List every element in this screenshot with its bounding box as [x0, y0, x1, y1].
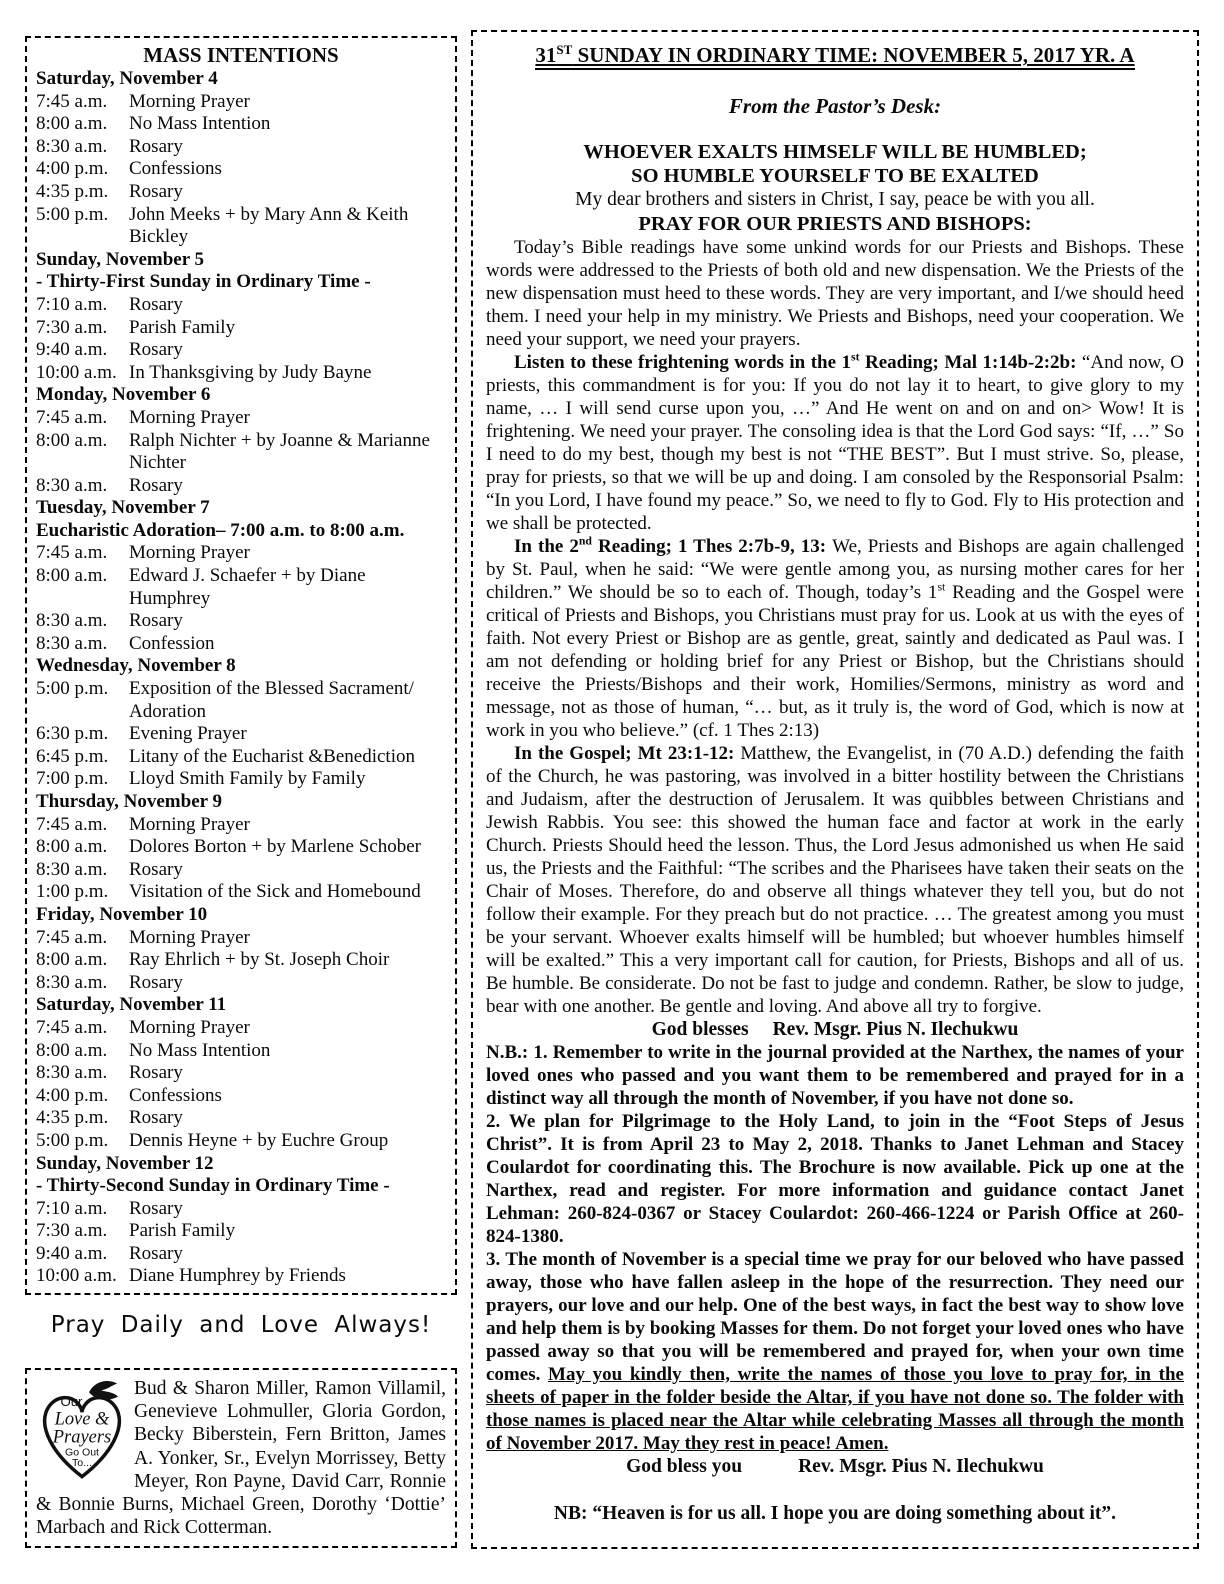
- mass-intentions-day-header: Sunday, November 12: [36, 1152, 214, 1174]
- mass-intentions-day-header: - Thirty-Second Sunday in Ordinary Time -: [36, 1175, 390, 1197]
- mass-intention-desc: Rosary: [129, 610, 183, 632]
- signature-line-1: God blesses Rev. Msgr. Pius N. Ilechukwu: [651, 1019, 1019, 1040]
- logo-line-goout: Go Out: [65, 1446, 99, 1459]
- text-run: We, Priests and Bishops are again challenged by St. Paul, when he said: “We were gentle among you, as nursing mother cares for her children.” We should be so to each of. Though, today’s 1: [486, 536, 1185, 603]
- mass-intention-desc: Rosary: [129, 858, 183, 880]
- mass-intention-row: [36, 746, 446, 769]
- mass-intention-row: [36, 565, 446, 610]
- mass-intention-time: 7:45 a.m.: [36, 1016, 108, 1038]
- text-run: Reading; Mal 1:14b-2:2b:: [859, 352, 1082, 373]
- greeting-line: My dear brothers and sisters in Christ, I say, peace be with you all.: [575, 189, 1095, 210]
- headline-1: WHOEVER EXALTS HIMSELF WILL BE HUMBLED;: [583, 141, 1087, 163]
- mass-intention-time: 6:45 p.m.: [36, 745, 109, 767]
- mass-intention-desc: No Mass Intention: [129, 1039, 271, 1061]
- mass-intention-desc: Rosary: [129, 339, 183, 361]
- mass-intention-time: 8:30 a.m.: [36, 474, 108, 496]
- mass-intention-time: 8:00 a.m.: [36, 1039, 108, 1061]
- mass-intention-desc: Litany of the Eucharist &Benediction: [129, 745, 415, 767]
- pastor-paragraph: [486, 236, 1184, 351]
- pastor-paragraph: [486, 535, 1184, 742]
- mass-intention-time: 8:30 a.m.: [36, 858, 108, 880]
- mass-intention-time: 10:00 a.m.: [36, 361, 117, 383]
- text-run: In the Gospel; Mt 23:1-12:: [514, 743, 741, 764]
- mass-intention-row: [36, 949, 446, 972]
- mass-intention-row: [36, 430, 446, 475]
- mass-intentions-day-header: Saturday, November 4: [36, 68, 218, 89]
- mass-intention-row: [36, 1243, 446, 1266]
- mass-intention-row: [36, 1130, 446, 1153]
- mass-intention-time: 7:45 a.m.: [36, 926, 108, 948]
- mass-intention-desc: Rosary: [129, 1242, 183, 1264]
- mass-intentions-day-header: Saturday, November 11: [36, 994, 227, 1016]
- mass-intention-time: 4:35 p.m.: [36, 1107, 109, 1129]
- text-run: nd: [578, 534, 592, 548]
- mass-intention-time: 10:00 a.m.: [36, 1265, 117, 1287]
- logo-line-to: To...: [72, 1457, 92, 1470]
- mass-intentions-day-header: - Thirty-First Sunday in Ordinary Time -: [36, 271, 371, 293]
- mass-intention-time: 5:00 p.m.: [36, 203, 109, 225]
- mass-intention-row: [36, 836, 446, 859]
- headline-2: SO HUMBLE YOURSELF TO BE EXALTED: [631, 165, 1039, 187]
- text-run: Reading and the Gospel were critical of Priests and Bishops, you Christians must pray for us. Look at us with the eyes of faith. Not every Priest or Bishop are as gentle, great, saintly and dedicated as Paul was. I am not defending or holding brief for any Priest or Bishop, but the Christians should receive the Priests/Bishops and their work, Homilies/Sermons, ministry as word and message, not as those of human, “… but, as it truly is, the word of God, which is now at work in you who believe.” (cf. 1 Thes 2:13): [486, 582, 1184, 741]
- pastor-paragraph: [486, 742, 1184, 1018]
- headline-3: PRAY FOR OUR PRIESTS AND BISHOPS:: [638, 213, 1032, 235]
- mass-intention-time: 8:30 a.m.: [36, 971, 108, 993]
- mass-intention-row: [36, 1085, 446, 1108]
- mass-intentions-list: [36, 68, 446, 1288]
- mass-intention-time: 7:30 a.m.: [36, 316, 108, 338]
- mass-intention-row: [36, 1040, 446, 1063]
- mass-intention-row: [36, 814, 446, 837]
- mass-intention-row: [36, 927, 446, 950]
- mass-intention-desc: Evening Prayer: [129, 723, 247, 745]
- mass-intention-time: 7:30 a.m.: [36, 1220, 108, 1242]
- nb-paragraph-1: [486, 1041, 1184, 1110]
- mass-intention-row: [36, 972, 446, 995]
- mass-intention-desc: Rosary: [129, 135, 183, 157]
- mass-intentions-day-header: Monday, November 6: [36, 384, 211, 406]
- mass-intention-time: 1:00 p.m.: [36, 881, 109, 903]
- mass-intention-row: [36, 91, 446, 114]
- text-run: 3. The month of November is a special time we pray for our beloved who have passed away, those who have fallen asleep in the hope of the resurrection. They need our prayers, our love and our help. One of the best ways, in fact the best way to show love and help them is by booking Masses for them. Do not forget your loved ones who have passed away so that you will be remembered and prayed for, when your own time comes.: [486, 1249, 1184, 1385]
- mass-intention-row: [36, 362, 446, 385]
- mass-intention-time: 7:45 a.m.: [36, 813, 108, 835]
- mass-intention-row: [36, 610, 446, 633]
- mass-intention-desc: Dolores Borton + by Marlene Schober: [129, 836, 421, 858]
- mass-intentions-day-header: Thursday, November 9: [36, 791, 222, 812]
- mass-intention-desc: Diane Humphrey by Friends: [129, 1265, 346, 1287]
- logo-line-love: Love &: [54, 1408, 110, 1429]
- text-run: Listen to these frightening words in the 1: [514, 352, 851, 373]
- logo-line-our: Our: [60, 1394, 83, 1410]
- mass-intention-desc: Confessions: [129, 1084, 222, 1106]
- text-run: Matthew, the Evangelist, in (70 A.D.) defending the faith of the Church, he was pastoring, was involved in a bitter hostility between the Christians and Judaism, after the destruction of Jerusalem. It was quibbles between Christians and Jewish Rabbis. You see: this showed the human face and factor at work in the early Church. Priests Should heed the lesson. Thus, the Lord Jesus admonished us when He said us, the Priests and the Faithful: “The scribes and the Pharisees have taken their seats on the Chair of Moses. Therefore, do and observe all things whatever they tell you, but do not follow their example. For they preach but do not practice. … The greatest among you must be your servant. Whoever exalts himself will be humbled; but whoever humbles himself will be exalted.” This a very important call for caution, for Priests, Bishops and all of us. Be humble. Be considerate. Do not be fast to judge and condemn. Rather, be slow to judge, bear with one another. Be gentle and loving. And above all try to forgive.: [486, 743, 1184, 1017]
- mass-intention-row: [36, 678, 446, 723]
- mass-intention-row: [36, 136, 446, 159]
- text-run: May you kindly then, write the names of those you love to pray for, in the sheets of paper in the folder beside the Altar, if you have not done so. The folder with those names is placed near the Altar while celebrating Masses all through the month of November 2017. May they rest in peace! Amen.: [486, 1364, 1184, 1454]
- mass-intention-row: [36, 1198, 446, 1221]
- mass-intention-row: [36, 859, 446, 882]
- mass-intention-row: [36, 294, 446, 317]
- mass-intention-time: 8:00 a.m.: [36, 429, 108, 451]
- mass-intention-time: 6:30 p.m.: [36, 723, 109, 745]
- mass-intentions-day-header: Sunday, November 5: [36, 248, 205, 270]
- mass-intention-time: 9:40 a.m.: [36, 1242, 108, 1264]
- mass-intention-desc: Morning Prayer: [129, 406, 250, 428]
- mass-intention-time: 5:00 p.m.: [36, 678, 109, 700]
- love-prayers-heart-logo: [38, 1379, 126, 1481]
- mass-intention-time: 5:00 p.m.: [36, 1129, 109, 1151]
- mass-intention-desc: Ray Ehrlich + by St. Joseph Choir: [129, 949, 390, 971]
- mass-intention-desc: In Thanksgiving by Judy Bayne: [129, 361, 372, 383]
- mass-intention-desc: Rosary: [129, 180, 183, 202]
- pastors-desk-heading: From the Pastor’s Desk:: [728, 94, 942, 118]
- text-run: Today’s Bible readings have some unkind words for our Priests and Bishops. These words were addressed to the Priests of both old and new dispensation. We the Priests of the new dispensation must heed to these words. They are very important, and I/we should heed them. I need your help in my ministry. We Priests and Bishops, need your cooperation. We need your support, we need your prayers.: [486, 237, 1184, 350]
- mass-intention-desc: Rosary: [129, 1107, 183, 1129]
- mass-intention-desc: Parish Family: [129, 316, 236, 338]
- logo-line-prayers: Prayers: [52, 1426, 112, 1447]
- pastor-paragraph: [486, 351, 1184, 535]
- text-run: st: [937, 580, 946, 594]
- mass-intention-time: 8:30 a.m.: [36, 632, 108, 654]
- mass-intention-time: 8:30 a.m.: [36, 610, 108, 632]
- mass-intention-desc: Morning Prayer: [129, 542, 250, 564]
- mass-intention-time: 8:00 a.m.: [36, 836, 108, 858]
- mass-intention-row: [36, 1220, 446, 1243]
- text-run: Reading; 1 Thes 2:7b-9, 13:: [591, 536, 833, 557]
- mass-intention-time: 7:00 p.m.: [36, 768, 109, 790]
- mass-intention-desc: Morning Prayer: [129, 90, 250, 112]
- mass-intention-row: [36, 1107, 446, 1130]
- mass-intention-desc: Exposition of the Blessed Sacrament/ Adoration: [129, 678, 414, 722]
- mass-intention-desc: Rosary: [129, 293, 183, 315]
- mass-intention-row: [36, 204, 446, 249]
- mass-intention-row: [36, 1062, 446, 1085]
- mass-intention-time: 8:00 a.m.: [36, 113, 108, 135]
- mass-intention-desc: Rosary: [129, 474, 183, 496]
- mass-intentions-day-header: Eucharistic Adoration– 7:00 a.m. to 8:00 a.m.: [36, 519, 405, 541]
- mass-intention-desc: No Mass Intention: [129, 113, 271, 135]
- mass-intention-desc: Morning Prayer: [129, 1016, 250, 1038]
- pastors-desk-panel: [471, 30, 1199, 1549]
- mass-intentions-panel: [25, 36, 457, 1295]
- mass-intention-row: [36, 407, 446, 430]
- mass-intentions-day-header: Tuesday, November 7: [36, 497, 210, 519]
- mass-intention-time: 9:40 a.m.: [36, 339, 108, 361]
- mass-intention-desc: Confessions: [129, 158, 222, 180]
- mass-intention-desc: Visitation of the Sick and Homebound: [129, 881, 421, 903]
- mass-intention-row: [36, 1017, 446, 1040]
- mass-intention-desc: Ralph Nichter + by Joanne & Marianne Nichter: [129, 429, 430, 474]
- mass-intention-time: 8:30 a.m.: [36, 135, 108, 157]
- mass-intentions-day-header: Wednesday, November 8: [36, 655, 236, 677]
- mass-intention-desc: Rosary: [129, 1062, 183, 1084]
- mass-intention-row: [36, 158, 446, 181]
- mass-intention-time: 7:10 a.m.: [36, 1197, 108, 1219]
- mass-intention-time: 8:30 a.m.: [36, 1062, 108, 1084]
- mass-intention-desc: Rosary: [129, 1197, 183, 1219]
- page-title: 31ST SUNDAY IN ORDINARY TIME: NOVEMBER 5, 2017 YR. A: [486, 42, 1184, 68]
- mass-intention-time: 4:00 p.m.: [36, 158, 109, 180]
- mass-intention-time: 4:35 p.m.: [36, 180, 109, 202]
- nb-paragraph-2: [486, 1110, 1184, 1248]
- mass-intention-time: 7:45 a.m.: [36, 542, 108, 564]
- mass-intention-row: [36, 881, 446, 904]
- final-nb-line: NB: “Heaven is for us all. I hope you are doing something about it”.: [553, 1503, 1117, 1524]
- mass-intention-row: [36, 475, 446, 498]
- love-prayers-panel: [25, 1368, 457, 1548]
- mass-intention-time: 7:45 a.m.: [36, 406, 108, 428]
- text-run: st: [851, 350, 860, 364]
- text-run: 2. We plan for Pilgrimage to the Holy Land, to join in the “Foot Steps of Jesus Christ”. It is from April 23 to May 2, 2018. Thanks to Janet Lehman and Stacey Coulardot for coordinating this. The Brochure is now available. Pick up one at the Narthex, read and register. For more information and guidance contact Janet Lehman: 260-824-0367 or Stacey Coulardot: 260-466-1224 or Parish Office at 260-824-1380.: [486, 1111, 1184, 1247]
- mass-intention-desc: Rosary: [129, 971, 183, 993]
- mass-intention-row: [36, 768, 446, 791]
- mass-intention-desc: Morning Prayer: [129, 813, 250, 835]
- signature-line-2: God bless you Rev. Msgr. Pius N. Ilechukwu: [626, 1456, 1044, 1477]
- mass-intention-desc: Confession: [129, 632, 215, 654]
- mass-intention-desc: Dennis Heyne + by Euchre Group: [129, 1129, 389, 1151]
- mass-intention-time: 8:00 a.m.: [36, 565, 108, 587]
- mass-intention-time: 7:10 a.m.: [36, 293, 108, 315]
- mass-intentions-day-header: Friday, November 10: [36, 903, 208, 925]
- mass-intention-row: [36, 113, 446, 136]
- mass-intention-desc: John Meeks + by Mary Ann & Keith Bickley: [129, 203, 409, 248]
- mass-intention-desc: Edward J. Schaefer + by Diane Humphrey: [129, 565, 366, 609]
- text-run: “And now, O priests, this commandment is for you: If you do not lay it to heart, to give glory to my name, … I will send curse upon you, …” And He went on and on and on> Wow! It is frightening. We need your prayer. The consoling idea is that the Lord God says: “If, …” So I need to do my best, though my best is not “THE BEST”. But I must strive. So, please, pray for priests, so that we will be up and doing. I am consoled by the Responsorial Psalm: “In you Lord, I have found my peace.” So, we need to fly to God. Fly to His protection and we shall be protected.: [486, 352, 1184, 534]
- mass-intention-desc: Parish Family: [129, 1220, 236, 1242]
- mass-intention-desc: Morning Prayer: [129, 926, 250, 948]
- mass-intention-row: [36, 633, 446, 656]
- mass-intention-row: [36, 723, 446, 746]
- text-run: N.B.: 1. Remember to write in the journal provided at the Narthex, the names of your loved ones who passed and you want them to be remembered and prayed for in a distinct way all through the month of November, if you have not done so.: [486, 1042, 1184, 1109]
- mass-intention-row: [36, 317, 446, 340]
- prayer-names: Bud & Sharon Miller, Ramon Villamil, Genevieve Lohmuller, Gloria Gordon, Becky Biberstein, Fern Britton, James A. Yonker, Sr., Evelyn Morrissey, Betty Meyer, Ron Payne, David Carr, Ronnie & Bonnie Burns, Michael Green, Dorothy ‘Dottie’ Marbach and Rick Cotterman.: [36, 1378, 446, 1539]
- mass-intention-time: 8:00 a.m.: [36, 949, 108, 971]
- mass-intention-desc: Lloyd Smith Family by Family: [129, 768, 366, 790]
- mass-intention-time: 4:00 p.m.: [36, 1084, 109, 1106]
- mass-intention-row: [36, 1265, 446, 1288]
- text-run: In the 2: [514, 536, 579, 557]
- nb-paragraph-3: [486, 1248, 1184, 1455]
- mass-intention-time: 7:45 a.m.: [36, 90, 108, 112]
- mass-intentions-title: MASS INTENTIONS: [143, 43, 339, 67]
- tagline: Pray Daily and Love Always!: [50, 1312, 432, 1338]
- mass-intention-row: [36, 339, 446, 362]
- mass-intention-row: [36, 181, 446, 204]
- mass-intention-row: [36, 542, 446, 565]
